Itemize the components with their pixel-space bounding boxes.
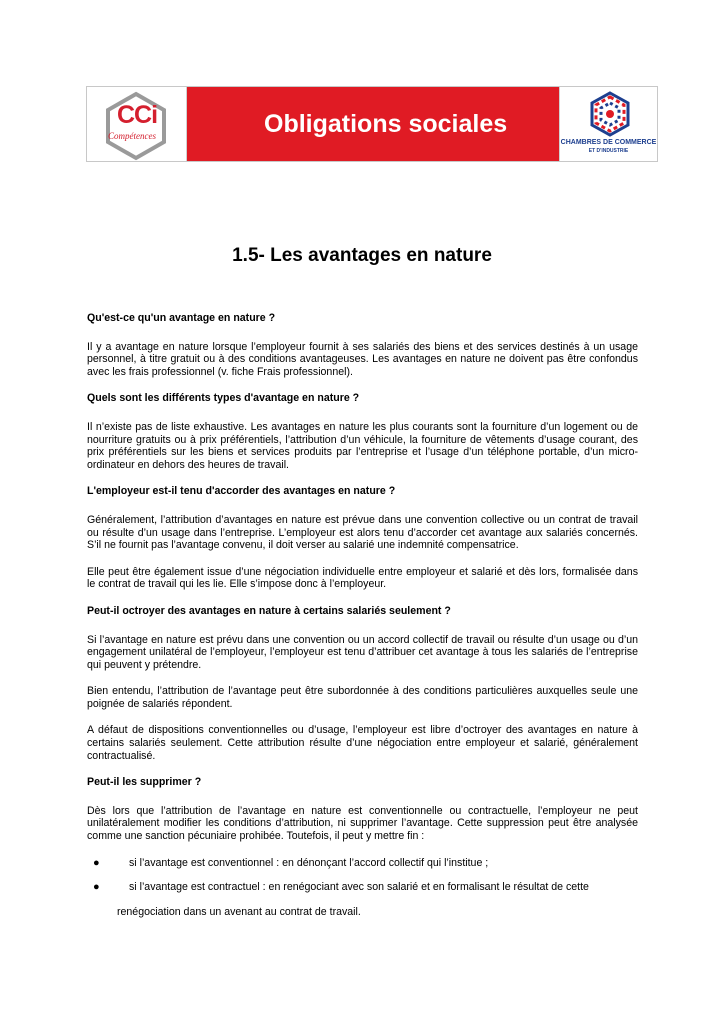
paragraph: Il n’existe pas de liste exhaustive. Les avantages en nature les plus courants sont la fourniture d’un logement ou de nourriture gratuits ou à prix préférentiels, l’attribution d’un véhicule, la fourniture de vêtements d’usage courant, des prix préférentiels sur les biens et services produits par l’entreprise et l’usage d’un téléphone portable, d’un micro-ordinateur en dehors des heures de travail.	[87, 420, 638, 471]
section-heading: Peut-il octroyer des avantages en nature à certains salariés seulement ?	[87, 604, 451, 617]
bullet-list	[87, 857, 638, 894]
paragraph: Bien entendu, l’attribution de l’avantage peut être subordonnée à des conditions particulières auxquelles seule une poignée de salariés répondent.	[87, 685, 638, 710]
cci-logo-subtitle: Compétences	[108, 131, 156, 141]
ccicl-logo	[559, 87, 657, 161]
header-banner	[86, 86, 658, 162]
bullet-continuation: renégociation dans un avenant au contrat de travail.	[117, 905, 361, 918]
section-heading: L'employeur est-il tenu d'accorder des avantages en nature ?	[87, 485, 396, 498]
paragraph: Si l’avantage en nature est prévu dans une convention ou un accord collectif de travail ou résulte d’un usage ou d’un engagement unilatéral de l’employeur, l’employeur est tenu d’attribuer cet avantage à tous les salariés de l’entreprise qui peuvent y prétendre.	[87, 633, 638, 671]
cci-logo-text: CCi	[117, 101, 158, 129]
banner-title: Obligations sociales	[264, 110, 508, 138]
document-title: 1.5- Les avantages en nature	[232, 245, 492, 266]
section-heading: Qu'est-ce qu'un avantage en nature ?	[87, 312, 276, 324]
list-item	[87, 857, 638, 870]
list-item-text: si l’avantage est conventionnel : en dénonçant l’accord collectif qui l’institue ;	[129, 856, 489, 869]
bullet-icon: ●	[93, 881, 100, 894]
banner-title-area	[187, 87, 559, 161]
paragraph: Dès lors que l’attribution de l’avantage en nature est conventionnelle ou contractuelle, l’employeur ne peut unilatéralement modifier les conditions d’attribution, ni supprimer l’avantage. Cette suppression peut être analysée comme une sanction pécuniaire prohibée. Toutefois, il peut y mettre fin :	[87, 804, 638, 843]
paragraph: Elle peut être également issue d’une négociation individuelle entre employeur et salarié et dès lors, formalisée dans le contrat de travail qui les lie. Elle s’impose donc à l’employeur.	[87, 565, 638, 591]
list-item-text: si l’avantage est contractuel : en renégociant avec son salarié et en formalisant le résultat de cette	[129, 881, 589, 894]
bullet-icon: ●	[93, 856, 100, 869]
document-body	[87, 312, 638, 932]
section-heading: Quels sont les différents types d'avantage en nature ?	[87, 392, 360, 405]
section-heading: Peut-il les supprimer ?	[87, 776, 202, 789]
paragraph: A défaut de dispositions conventionnelles ou d’usage, l’employeur est libre d’octroyer des avantages en nature à certains salariés seulement. Cette attribution résulte d’une négociation entre employeur et salarié, généralement contractualisé.	[87, 724, 638, 762]
ccicl-subname: ET D'INDUSTRIE	[588, 148, 629, 154]
cci-competences-logo	[87, 87, 187, 161]
cci-emblem-icon	[588, 91, 632, 139]
list-item	[87, 881, 638, 894]
paragraph: Il y a avantage en nature lorsque l’employeur fournit à ses salariés des biens et des services destinés à un usage personnel, à titre gratuit ou à des conditions avantageuses. Les avantages en nature ne doivent pas être confondus avec les frais professionnel (v. fiche Frais professionnel).	[87, 340, 638, 378]
ccicl-name: CHAMBRES DE COMMERCE	[560, 139, 657, 146]
paragraph: Généralement, l’attribution d’avantages en nature est prévue dans une convention collective ou un contrat de travail ou résulte d’un usage dans l’entreprise. L’employeur est alors tenu d’accorder cet avantage aux salariés concernés. S’il ne fournit pas l’avantage convenu, il doit verser au salarié une indemnité compensatrice.	[87, 513, 638, 552]
